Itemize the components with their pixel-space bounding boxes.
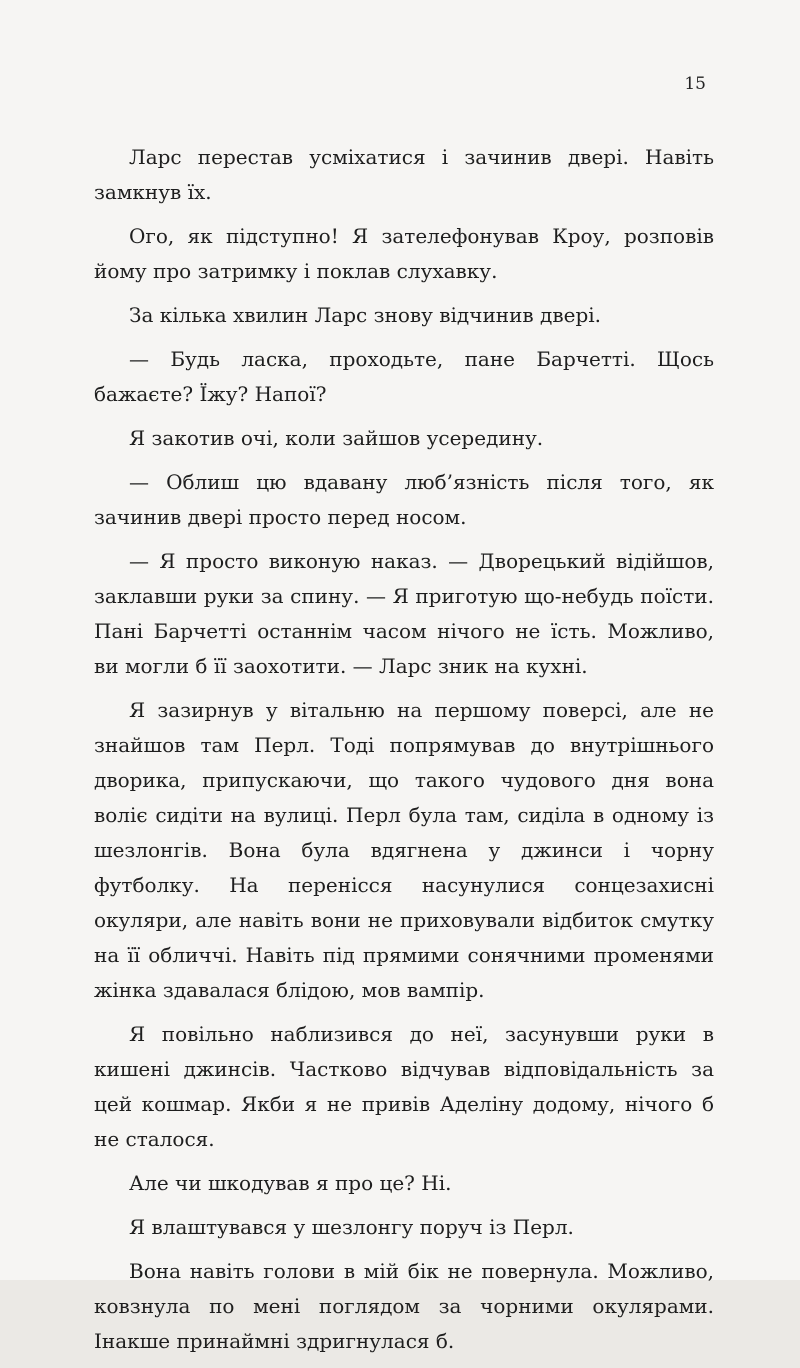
- paragraph: — Будь ласка, проходьте, пане Барчетті. Щось бажаєте? Їжу? Напої?: [94, 347, 714, 406]
- paragraph: Ларс перестав усміхатися і зачинив двері. Навіть замкнув їх.: [94, 145, 714, 204]
- paragraph: Я зазирнув у вітальню на першому поверсі, але не знайшов там Перл. Тоді попрямував до внутрішнього дворика, припускаючи, що такого чудового дня вона воліє сидіти на вулиці. Перл була там, сиділа в одному із шезлонгів. Вона була вдягнена у джинси і чорну футболку. На перенісся насунулися сонцезахисні окуляри, але навіть вони не приховували відбиток смутку на її обличчі. Навіть під прямими сонячними променями жінка здавалася блідою, мов вампір.: [94, 698, 714, 1002]
- paragraph: — Я просто виконую наказ. — Дворецький відійшов, заклавши руки за спину. — Я приготую що-небудь поїсти. Пані Барчетті останнім часом нічого не їсть. Можливо, ви могли б її заохотити. — Ларс зник на кухні.: [94, 549, 714, 678]
- paragraph: — Облиш цю вдавану люб’язність після того, як зачинив двері просто перед носом.: [94, 470, 714, 529]
- paragraph: Я закотив очі, коли зайшов усередину.: [129, 426, 544, 450]
- page-number: 15: [684, 74, 706, 94]
- paragraph: Вона навіть голови в мій бік не повернула. Можливо, ковзнула по мені поглядом за чорними окулярами. Інакше принаймні здригнулася б.: [94, 1259, 714, 1353]
- paragraph: Ого, як підступно! Я зателефонував Кроу, розповів йому про затримку і поклав слухавку.: [94, 224, 714, 283]
- paragraph: Але чи шкодував я про це? Ні.: [129, 1171, 452, 1195]
- paragraph: За кілька хвилин Ларс знову відчинив двері.: [129, 303, 602, 327]
- paragraph: Я влаштувався у шезлонгу поруч із Перл.: [129, 1215, 574, 1239]
- paragraph: Я повільно наблизився до неї, засунувши руки в кишені джинсів. Частково відчував відповідальність за цей кошмар. Якби я не привів Аделіну додому, нічого б не сталося.: [94, 1022, 714, 1151]
- body-text: [94, 140, 714, 1368]
